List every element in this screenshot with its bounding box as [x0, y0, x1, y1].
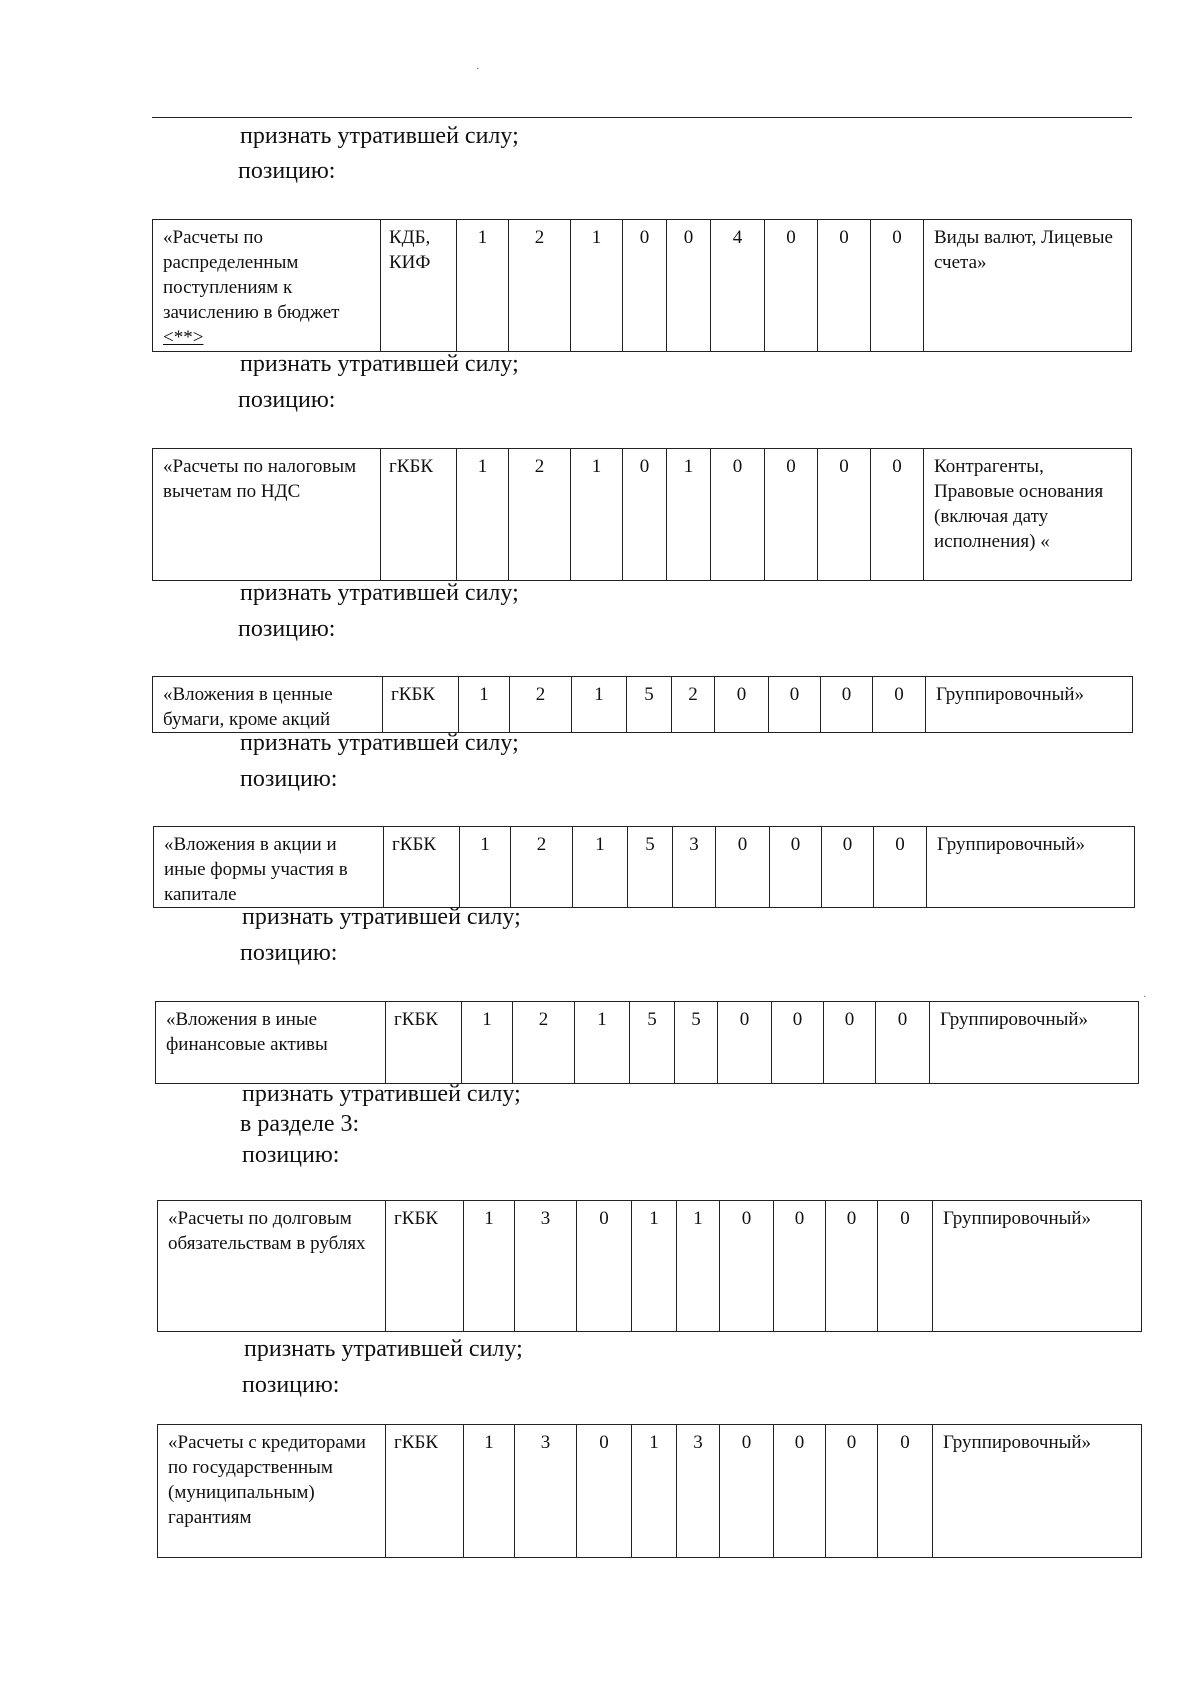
account-digit-cell: 5: [627, 677, 672, 733]
account-name: «Вложения в акции и иные формы участия в капитале: [164, 834, 348, 905]
account-digit-cell: 0: [774, 1425, 826, 1558]
repeal-instruction: признать утратившей силу;: [240, 351, 519, 377]
account-name-cell: [154, 827, 384, 908]
account-position-table: [155, 1001, 1139, 1084]
account-digit-cell: 1: [464, 1201, 515, 1332]
account-position-table: [152, 448, 1132, 581]
account-digit-cell: 4: [711, 220, 765, 352]
account-digit-cell: 2: [511, 827, 573, 908]
code-type-cell: гКБК: [383, 677, 459, 733]
account-digit-cell: 5: [675, 1002, 718, 1084]
analytics-cell: Виды валют, Лицевые счета»: [924, 220, 1132, 352]
analytics-cell: Группировочный»: [930, 1002, 1139, 1084]
analytics-cell: Группировочный»: [926, 677, 1133, 733]
account-digit-cell: 1: [667, 449, 711, 581]
account-digit-cell: 0: [822, 827, 874, 908]
account-digit-cell: 0: [711, 449, 765, 581]
repeal-instruction: признать утратившей силу;: [244, 1336, 523, 1362]
account-name-cell: [153, 449, 381, 581]
account-position-table: [152, 219, 1132, 352]
position-label: позицию:: [240, 940, 338, 966]
account-digit-cell: 0: [826, 1201, 878, 1332]
position-label: позицию:: [240, 766, 338, 792]
scan-speck: ·: [476, 64, 480, 75]
code-type-cell: гКБК: [386, 1002, 462, 1084]
account-digit-cell: 0: [821, 677, 873, 733]
table-row: [153, 677, 1133, 733]
account-digit-cell: 2: [509, 449, 571, 581]
analytics-cell: Группировочный»: [933, 1425, 1142, 1558]
code-type-cell: гКБК: [381, 449, 457, 581]
account-digit-cell: 1: [632, 1425, 677, 1558]
account-digit-cell: 1: [632, 1201, 677, 1332]
account-digit-cell: 1: [460, 827, 511, 908]
account-digit-cell: 0: [765, 449, 818, 581]
code-type-cell: КДБ, КИФ: [381, 220, 457, 352]
account-digit-cell: 0: [770, 827, 822, 908]
account-digit-cell: 1: [457, 449, 509, 581]
account-digit-cell: 3: [515, 1425, 577, 1558]
account-name: «Расчеты по распределенным поступлениям к зачислению в бюджет: [163, 227, 340, 323]
table-row: [158, 1201, 1142, 1332]
account-position-table: [157, 1424, 1142, 1558]
account-position-table: [153, 826, 1135, 908]
account-digit-cell: 0: [715, 677, 769, 733]
account-name: «Вложения в иные финансовые активы: [166, 1009, 328, 1055]
position-label: позицию:: [238, 616, 336, 642]
repeal-instruction: признать утратившей силу;: [240, 123, 519, 149]
analytics-cell: Контрагенты, Правовые основания (включая дату исполнения) «: [924, 449, 1132, 581]
account-position-table: [157, 1200, 1142, 1332]
repeal-instruction: признать утратившей силу;: [242, 1081, 521, 1107]
account-digit-cell: 0: [871, 220, 924, 352]
top-rule: [152, 117, 1132, 118]
account-digit-cell: 2: [672, 677, 715, 733]
account-digit-cell: 0: [577, 1201, 632, 1332]
scan-speck: ·: [1143, 992, 1147, 1003]
account-digit-cell: 0: [769, 677, 821, 733]
account-digit-cell: 0: [774, 1201, 826, 1332]
account-digit-cell: 0: [772, 1002, 824, 1084]
table-row: [153, 449, 1132, 581]
analytics-cell: Группировочный»: [933, 1201, 1142, 1332]
account-name: «Расчеты по налоговым вычетам по НДС: [163, 456, 357, 502]
account-digit-cell: 0: [871, 449, 924, 581]
account-digit-cell: 1: [677, 1201, 720, 1332]
account-digit-cell: 0: [720, 1425, 774, 1558]
position-label: позицию:: [242, 1142, 340, 1168]
account-digit-cell: 5: [630, 1002, 675, 1084]
account-name-cell: [158, 1425, 386, 1558]
account-digit-cell: 1: [464, 1425, 515, 1558]
account-digit-cell: 0: [876, 1002, 930, 1084]
code-type-cell: гКБК: [384, 827, 460, 908]
account-digit-cell: 1: [457, 220, 509, 352]
account-digit-cell: 3: [515, 1201, 577, 1332]
code-type-cell: гКБК: [386, 1425, 464, 1558]
account-digit-cell: 0: [577, 1425, 632, 1558]
table-row: [154, 827, 1135, 908]
account-digit-cell: 1: [571, 220, 623, 352]
account-name-cell: [156, 1002, 386, 1084]
account-digit-cell: 0: [718, 1002, 772, 1084]
code-type-cell: гКБК: [386, 1201, 464, 1332]
account-digit-cell: 0: [623, 220, 667, 352]
account-digit-cell: 0: [873, 677, 926, 733]
account-digit-cell: 0: [878, 1425, 933, 1558]
account-digit-cell: 0: [720, 1201, 774, 1332]
account-digit-cell: 3: [673, 827, 716, 908]
account-digit-cell: 0: [818, 449, 871, 581]
account-digit-cell: 0: [765, 220, 818, 352]
account-digit-cell: 0: [824, 1002, 876, 1084]
table-row: [156, 1002, 1139, 1084]
footnote-reference: <**>: [163, 327, 204, 348]
account-digit-cell: 0: [878, 1201, 933, 1332]
table-row: [153, 220, 1132, 352]
account-name: «Расчеты с кредиторами по государственным (муниципальным) гарантиям: [168, 1432, 366, 1528]
account-name: «Расчеты по долговым обязательствам в рублях: [168, 1208, 366, 1254]
account-digit-cell: 5: [628, 827, 673, 908]
account-name-cell: [153, 677, 383, 733]
account-digit-cell: 2: [513, 1002, 575, 1084]
repeal-instruction: признать утратившей силу;: [242, 904, 521, 930]
account-digit-cell: 1: [571, 449, 623, 581]
section-heading: в разделе 3:: [240, 1111, 360, 1137]
account-name-cell: [153, 220, 381, 352]
position-label: позицию:: [238, 387, 336, 413]
account-digit-cell: 1: [462, 1002, 513, 1084]
account-digit-cell: 0: [874, 827, 927, 908]
account-digit-cell: 0: [667, 220, 711, 352]
account-digit-cell: 0: [818, 220, 871, 352]
account-digit-cell: 1: [575, 1002, 630, 1084]
repeal-instruction: признать утратившей силу;: [240, 730, 519, 756]
analytics-cell: Группировочный»: [927, 827, 1135, 908]
table-row: [158, 1425, 1142, 1558]
account-digit-cell: 2: [509, 220, 571, 352]
account-digit-cell: 0: [716, 827, 770, 908]
account-digit-cell: 3: [677, 1425, 720, 1558]
account-digit-cell: 1: [572, 677, 627, 733]
account-digit-cell: 1: [459, 677, 510, 733]
account-name-cell: [158, 1201, 386, 1332]
account-position-table: [152, 676, 1133, 733]
account-name: «Вложения в ценные бумаги, кроме акций: [163, 684, 333, 730]
account-digit-cell: 1: [573, 827, 628, 908]
position-label: позицию:: [238, 158, 336, 184]
position-label: позицию:: [242, 1372, 340, 1398]
account-digit-cell: 0: [623, 449, 667, 581]
repeal-instruction: признать утратившей силу;: [240, 580, 519, 606]
account-digit-cell: 2: [510, 677, 572, 733]
account-digit-cell: 0: [826, 1425, 878, 1558]
